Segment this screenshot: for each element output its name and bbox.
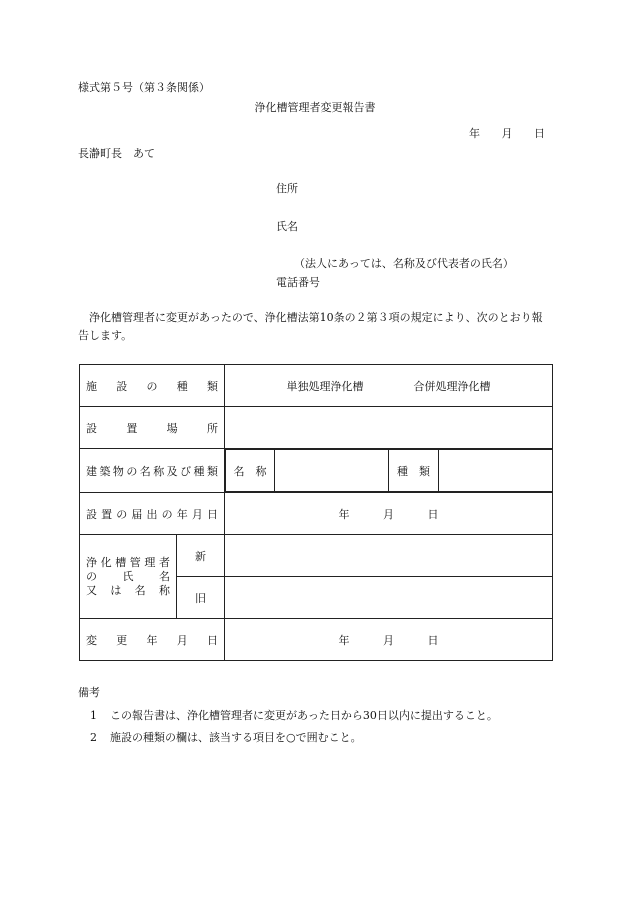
notice-date-label: 設置の届出の年月日 [80,493,225,535]
row-facility-kind [80,365,553,407]
new-manager-field[interactable] [225,535,553,577]
report-table [79,364,553,661]
building-name-sub-label: 名 称 [226,450,275,492]
location-label: 設置場所 [80,407,225,449]
addressee: 長瀞町長 あて [78,147,155,160]
manager-label: 浄化槽管理者 の氏名 又は名称 [80,535,177,619]
building-cell [225,449,553,493]
old-label: 旧 [177,577,225,619]
document-title: 浄化槽管理者変更報告書 [254,101,376,114]
name-label: 氏名 [276,220,298,233]
building-label: 建築物の名称及び種類 [80,449,225,493]
remark-text: 施設の種類の欄は、該当する項目を○で囲むこと。 [110,731,362,744]
report-statement: 浄化槽管理者に変更があったので、浄化槽法第10条の２第３項の規定により、次のとおり報告します。 [78,311,543,342]
building-name-field[interactable] [275,450,389,492]
old-manager-field[interactable] [225,577,553,619]
change-date-field[interactable]: 年 月 日 [225,619,553,661]
row-manager-new [80,535,553,577]
building-kind-sub-label: 種 類 [389,450,439,492]
remark-note [90,709,498,723]
kind-option-single[interactable]: 単独処理浄化槽 [286,379,364,393]
remark-number: 1 [90,709,97,722]
address-label: 住所 [276,182,298,195]
row-notice-date [80,493,553,535]
row-building [80,449,553,493]
row-change-date [80,619,553,661]
facility-kind-cell[interactable] [225,365,553,407]
kind-option-combined[interactable]: 合併処理浄化槽 [413,379,491,393]
form-number: 様式第５号（第３条関係） [78,81,210,94]
corporation-note: （法人にあっては、名称及び代表者の氏名） [294,257,514,270]
building-kind-field[interactable] [439,450,553,492]
facility-kind-label: 施設の種類 [80,365,225,407]
submission-date: 年 月 日 [469,127,545,140]
row-location [80,407,553,449]
remark-note [90,731,362,745]
location-field[interactable] [225,407,553,449]
new-label: 新 [177,535,225,577]
remark-number: 2 [90,731,97,744]
remark-text: この報告書は、浄化槽管理者に変更があった日から30日以内に提出すること。 [110,709,498,722]
phone-label: 電話番号 [276,276,320,289]
notice-date-field[interactable]: 年 月 日 [225,493,553,535]
remarks-title: 備考 [78,686,100,699]
change-date-label: 変更年月日 [80,619,225,661]
